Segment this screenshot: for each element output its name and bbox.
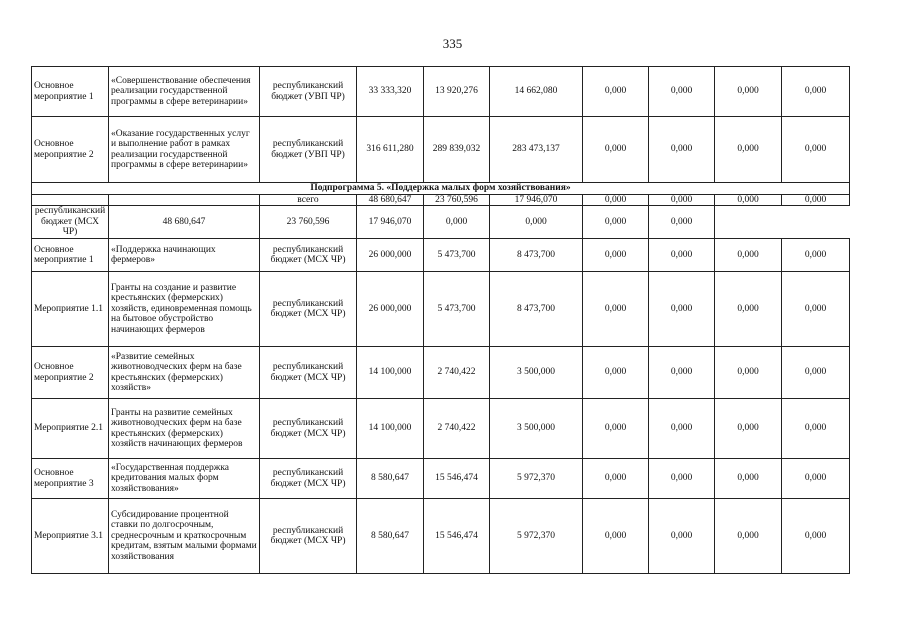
value-cell: 8 580,647	[357, 459, 424, 499]
activity-name-cell: «Поддержка начинающих фермеров»	[109, 239, 260, 272]
value-cell: 0,000	[782, 272, 850, 347]
value-cell: 8 473,700	[490, 272, 583, 347]
value-cell: 3 500,000	[490, 399, 583, 459]
value-cell: 48 680,647	[109, 206, 260, 239]
value-cell: 14 100,000	[357, 347, 424, 399]
total-row	[32, 195, 850, 206]
table-row	[32, 459, 850, 499]
value-cell: 0,000	[715, 272, 782, 347]
subprogram-header-row	[32, 183, 850, 195]
table-body-top	[32, 67, 850, 183]
value-cell: 0,000	[649, 272, 715, 347]
funding-source-cell: республиканский бюджет (МСХ ЧР)	[260, 459, 357, 499]
value-cell: 0,000	[649, 117, 715, 183]
activity-type-cell: Основное мероприятие 2	[32, 117, 109, 183]
value-cell: 0,000	[583, 399, 649, 459]
activity-type-cell: Мероприятие 2.1	[32, 399, 109, 459]
value-cell: 0,000	[782, 195, 850, 206]
value-cell: 0,000	[715, 67, 782, 117]
value-cell: 26 000,000	[357, 272, 424, 347]
value-cell: 8 473,700	[490, 239, 583, 272]
value-cell: 0,000	[715, 399, 782, 459]
activity-type-cell: Мероприятие 3.1	[32, 499, 109, 574]
value-cell: 26 000,000	[357, 239, 424, 272]
activity-type-cell: Основное мероприятие 1	[32, 67, 109, 117]
value-cell: 15 546,474	[424, 499, 490, 574]
value-cell: 0,000	[583, 67, 649, 117]
value-cell: 8 580,647	[357, 499, 424, 574]
activity-name-cell: Гранты на создание и развитие крестьянских (фермерских) хозяйств, единовременная помощь на бытовое обустройство начинающих фермеров	[109, 272, 260, 347]
value-cell: 0,000	[782, 459, 850, 499]
value-cell: 5 473,700	[424, 239, 490, 272]
total-kind-cell	[32, 195, 109, 206]
value-cell: 0,000	[583, 347, 649, 399]
subprogram-title: Подпрограмма 5. «Поддержка малых форм хозяйствования»	[32, 183, 850, 195]
value-cell: 0,000	[715, 117, 782, 183]
funding-source-cell: республиканский бюджет (МСХ ЧР)	[260, 272, 357, 347]
value-cell: 3 500,000	[490, 347, 583, 399]
table-body-bottom	[32, 206, 850, 574]
value-cell: 33 333,320	[357, 67, 424, 117]
value-cell: 0,000	[782, 67, 850, 117]
value-cell: 0,000	[782, 499, 850, 574]
value-cell: 0,000	[649, 399, 715, 459]
value-cell: 48 680,647	[357, 195, 424, 206]
activity-name-cell: «Государственная поддержка кредитования малых форм хозяйствования»	[109, 459, 260, 499]
table-row	[32, 347, 850, 399]
value-cell: 0,000	[649, 239, 715, 272]
activity-name-cell: Гранты на развитие семейных животноводческих ферм на базе крестьянских (фермерских) хозяйств начинающих фермеров	[109, 399, 260, 459]
value-cell: 0,000	[649, 195, 715, 206]
value-cell: 5 972,370	[490, 499, 583, 574]
value-cell: 0,000	[715, 239, 782, 272]
value-cell: 0,000	[583, 272, 649, 347]
table-row	[32, 239, 850, 272]
value-cell: 0,000	[715, 459, 782, 499]
value-cell: 15 546,474	[424, 459, 490, 499]
total-source-cell: всего	[260, 195, 357, 206]
table-row	[32, 117, 850, 183]
value-cell: 2 740,422	[424, 347, 490, 399]
funding-source-cell: республиканский бюджет (МСХ ЧР)	[260, 239, 357, 272]
value-cell: 0,000	[583, 206, 649, 239]
value-cell: 0,000	[583, 459, 649, 499]
funding-source-cell: республиканский бюджет (УВП ЧР)	[260, 117, 357, 183]
activity-type-cell: Основное мероприятие 3	[32, 459, 109, 499]
table-row	[32, 206, 850, 239]
funding-source-cell: республиканский бюджет (МСХ ЧР)	[260, 399, 357, 459]
page-number: 335	[442, 36, 463, 51]
value-cell: 17 946,070	[357, 206, 424, 239]
table-row	[32, 499, 850, 574]
subprogram-section	[32, 183, 850, 206]
table-row	[32, 272, 850, 347]
value-cell: 0,000	[649, 67, 715, 117]
funding-source-cell: республиканский бюджет (МСХ ЧР)	[260, 347, 357, 399]
budget-table	[31, 66, 850, 574]
value-cell: 0,000	[715, 195, 782, 206]
value-cell: 0,000	[583, 499, 649, 574]
activity-name-cell: «Совершенствование обеспечения реализации государственной программы в сфере ветеринарии»	[109, 67, 260, 117]
value-cell: 0,000	[782, 347, 850, 399]
activity-name-cell: «Развитие семейных животноводческих ферм на базе крестьянских (фермерских) хозяйств»	[109, 347, 260, 399]
value-cell: 316 611,280	[357, 117, 424, 183]
value-cell: 5 473,700	[424, 272, 490, 347]
activity-name-cell: Субсидирование процентной ставки по долгосрочным, среднесрочным и краткосрочным кредитам, взятым малыми формами хозяйствования	[109, 499, 260, 574]
funding-source-cell: республиканский бюджет (УВП ЧР)	[260, 67, 357, 117]
value-cell: 0,000	[649, 499, 715, 574]
value-cell: 5 972,370	[490, 459, 583, 499]
activity-type-cell: Мероприятие 1.1	[32, 272, 109, 347]
value-cell: 13 920,276	[424, 67, 490, 117]
value-cell: 0,000	[583, 195, 649, 206]
value-cell: 17 946,070	[490, 195, 583, 206]
value-cell: 0,000	[583, 239, 649, 272]
activity-type-cell: Основное мероприятие 2	[32, 347, 109, 399]
value-cell: 2 740,422	[424, 399, 490, 459]
value-cell: 0,000	[715, 347, 782, 399]
value-cell: 14 100,000	[357, 399, 424, 459]
value-cell: 0,000	[490, 206, 583, 239]
activity-name-cell: «Оказание государственных услуг и выполнение работ в рамках реализации государственной программы в сфере ветеринарии»	[109, 117, 260, 183]
table-row	[32, 399, 850, 459]
value-cell: 0,000	[715, 499, 782, 574]
activity-type-cell: Основное мероприятие 1	[32, 239, 109, 272]
value-cell: 0,000	[583, 117, 649, 183]
funding-source-cell: республиканский бюджет (МСХ ЧР)	[32, 206, 109, 239]
value-cell: 23 760,596	[424, 195, 490, 206]
value-cell: 283 473,137	[490, 117, 583, 183]
value-cell: 0,000	[649, 206, 715, 239]
value-cell: 0,000	[782, 399, 850, 459]
funding-source-cell: республиканский бюджет (МСХ ЧР)	[260, 499, 357, 574]
value-cell: 0,000	[782, 239, 850, 272]
value-cell: 289 839,032	[424, 117, 490, 183]
value-cell: 14 662,080	[490, 67, 583, 117]
value-cell: 0,000	[649, 347, 715, 399]
value-cell: 0,000	[782, 117, 850, 183]
table-row	[32, 67, 850, 117]
value-cell: 23 760,596	[260, 206, 357, 239]
value-cell: 0,000	[649, 459, 715, 499]
total-name-cell	[109, 195, 260, 206]
value-cell: 0,000	[424, 206, 490, 239]
